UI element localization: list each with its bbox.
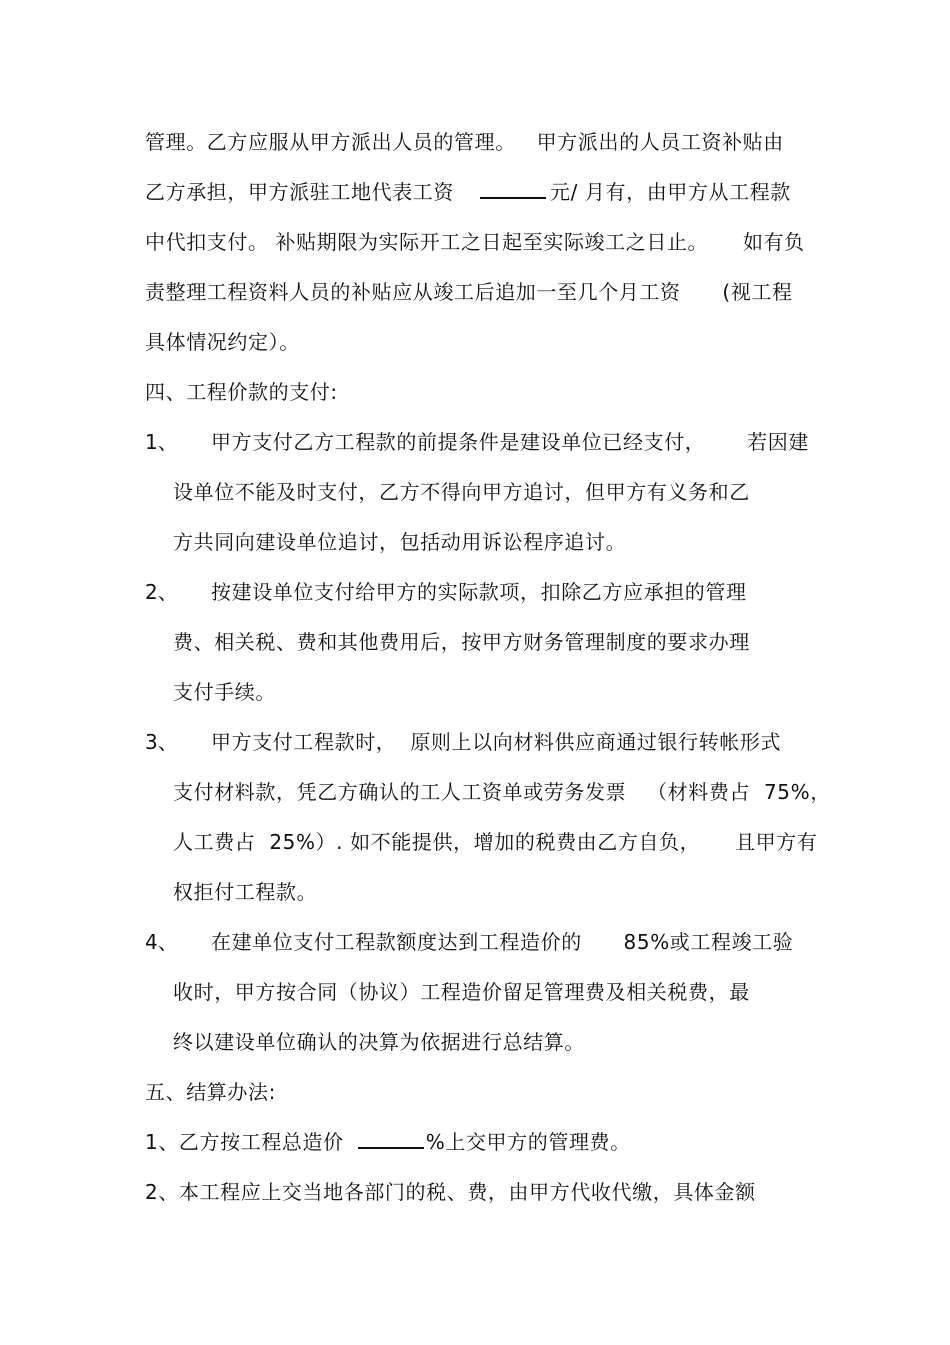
paragraph-line: 按建设单位支付给甲方的实际款项，扣除乙方应承担的管理 xyxy=(211,580,747,604)
section-heading-4: 四、工程价款的支付: xyxy=(145,380,338,404)
item-number: 2、 xyxy=(145,580,178,604)
paragraph-line: 2、本工程应上交当地各部门的税、费，由甲方代收代缴，具体金额 xyxy=(145,1180,756,1204)
paragraph-line: 终以建设单位确认的决算为依据进行总结算。 xyxy=(173,1030,585,1054)
text-segment: 元/ 月有，由甲方从工程款 xyxy=(550,180,791,204)
paragraph-line: 费、相关税、费和其他费用后，按甲方财务管理制度的要求办理 xyxy=(173,630,750,654)
paragraph-line: 方共同向建设单位追讨，包括动用诉讼程序追讨。 xyxy=(173,530,627,554)
section-heading-5: 五、结算办法: xyxy=(145,1080,276,1104)
paragraph-line: 收时，甲方按合同（协议）工程造价留足管理费及相关税费，最 xyxy=(173,980,750,1004)
item-number: 3、 xyxy=(145,730,178,754)
text-segment: %上交甲方的管理费。 xyxy=(425,1130,631,1154)
item-number: 4、 xyxy=(145,930,178,954)
paragraph-line: 人工费占 25%）. 如不能提供，增加的税费由乙方自负， 且甲方有 xyxy=(173,830,818,854)
paragraph-line: 具体情况约定）。 xyxy=(145,330,300,354)
item-number: 1、 xyxy=(145,430,178,454)
fee-percent-blank-field xyxy=(358,1129,424,1149)
paragraph-line xyxy=(145,178,791,206)
paragraph-line: 在建单位支付工程款额度达到工程造价的 85%或工程竣工验 xyxy=(211,930,794,954)
text-segment: 乙方承担，甲方派驻工地代表工资 xyxy=(145,180,454,204)
paragraph-line: 责整理工程资料人员的补贴应从竣工后追加一至几个月工资 (视工程 xyxy=(145,280,793,304)
paragraph-line: 设单位不能及时支付，乙方不得向甲方追讨，但甲方有义务和乙 xyxy=(173,480,750,504)
paragraph-line: 支付手续。 xyxy=(173,680,276,704)
paragraph-line: 甲方支付乙方工程款的前提条件是建设单位已经支付， 若因建 xyxy=(211,430,809,454)
paragraph-line: 甲方支付工程款时， 原则上以向材料供应商通过银行转帐形式 xyxy=(211,730,782,754)
paragraph-line xyxy=(145,1128,631,1156)
paragraph-line: 权拒付工程款。 xyxy=(173,880,318,904)
paragraph-line: 管理。乙方应服从甲方派出人员的管理。 甲方派出的人员工资补贴由 xyxy=(145,130,784,154)
paragraph-line: 中代扣支付。 补贴期限为实际开工之日起至实际竣工之日止。 如有负 xyxy=(145,230,805,254)
wage-blank-field xyxy=(480,179,546,199)
text-segment: 1、乙方按工程总造价 xyxy=(145,1130,344,1154)
paragraph-line: 支付材料款，凭乙方确认的工人工资单或劳务发票 （材料费占 75%， xyxy=(173,780,831,804)
